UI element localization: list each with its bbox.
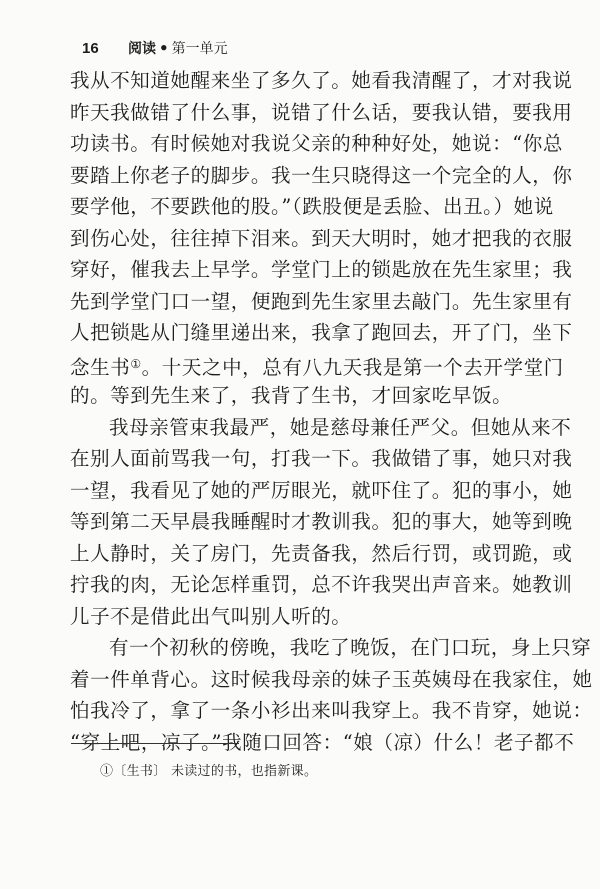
text-line: 功读书。有时候她对我说父亲的种种好处，她说：“你总 <box>70 132 563 155</box>
footnote-term: 〔生书〕 <box>113 764 167 779</box>
footnote <box>100 760 317 779</box>
body-text <box>70 65 593 758</box>
text-line: 要踏上你老子的脚步。我一生只晓得这一个完全的人，你 <box>70 163 573 187</box>
text-line: 拧我的肉，无论怎样重罚，总不许我哭出声音来。她教训 <box>70 573 573 596</box>
text-line: 的。等到先生来了，我背了生书，才回家吃早饭。 <box>70 384 513 407</box>
text-line: 着一件单背心。这时候我母亲的妹子玉英姨母在我家住，她 <box>70 667 593 691</box>
text-line: 儿子不是借此出气叫别人听的。 <box>70 604 352 628</box>
text-segment: 念生书 <box>70 355 131 379</box>
text-line: 要学他，不要跌他的股。”（跌股便是丢脸、出丑。）她说 <box>70 195 554 218</box>
footnote-reference[interactable]: ① <box>130 356 142 371</box>
paragraph-start-line: 我母亲管束我最严，她是慈母兼任严父。但她从来不 <box>109 415 572 439</box>
text-line: 怕我冷了，拿了一条小衫出来叫我穿上。我不肯穿，她说： <box>70 699 593 722</box>
text-line: 人把锁匙从门缝里递出来，我拿了跑回去，开了门，坐下 <box>70 321 573 344</box>
text-line: 上人静时，关了房门，先责备我，然后行罚，或罚跪，或 <box>70 541 573 565</box>
section-title: 阅读 <box>128 41 156 57</box>
header-separator: • <box>159 39 169 57</box>
unit-title: 第一单元 <box>171 41 228 57</box>
text-line: 我从不知道她醒来坐了多久了。她看我清醒了，才对我说 <box>70 69 573 92</box>
text-line <box>70 349 564 381</box>
text-segment: 。十天之中，总有八九天我是第一个去开学堂门 <box>141 355 564 379</box>
footnote-definition: 未读过的书，也指新课。 <box>170 764 318 779</box>
text-line: 在别人面前骂我一句，打我一下。我做错了事，她只对我 <box>70 447 573 470</box>
text-line: 先到学堂门口一望，便跑到先生家里去敲门。先生家里有 <box>70 289 573 313</box>
page-number: 16 <box>82 40 99 57</box>
text-line: “穿上吧，凉了。”我随口回答：“娘（凉）什么！老子都不 <box>70 730 575 754</box>
text-line: 穿好，催我去上早学。学堂门上的锁匙放在先生家里；我 <box>70 258 573 281</box>
footnote-marker: ① <box>100 764 114 779</box>
paragraph-start-line: 有一个初秋的傍晚，我吃了晚饭，在门口玩，身上只穿 <box>109 636 592 659</box>
text-line: 昨天我做错了什么事，说错了什么话，要我认错，要我用 <box>70 100 573 124</box>
footnote-divider <box>71 743 239 744</box>
text-line: 到伤心处，往往掉下泪来。到天大明时，她才把我的衣服 <box>70 226 573 250</box>
running-header <box>82 38 228 58</box>
text-line: 一望，我看见了她的严厉眼光，就吓住了。犯的事小，她 <box>70 478 573 502</box>
text-line: 等到第二天早晨我睡醒时才教训我。犯的事大，她等到晚 <box>70 510 573 533</box>
